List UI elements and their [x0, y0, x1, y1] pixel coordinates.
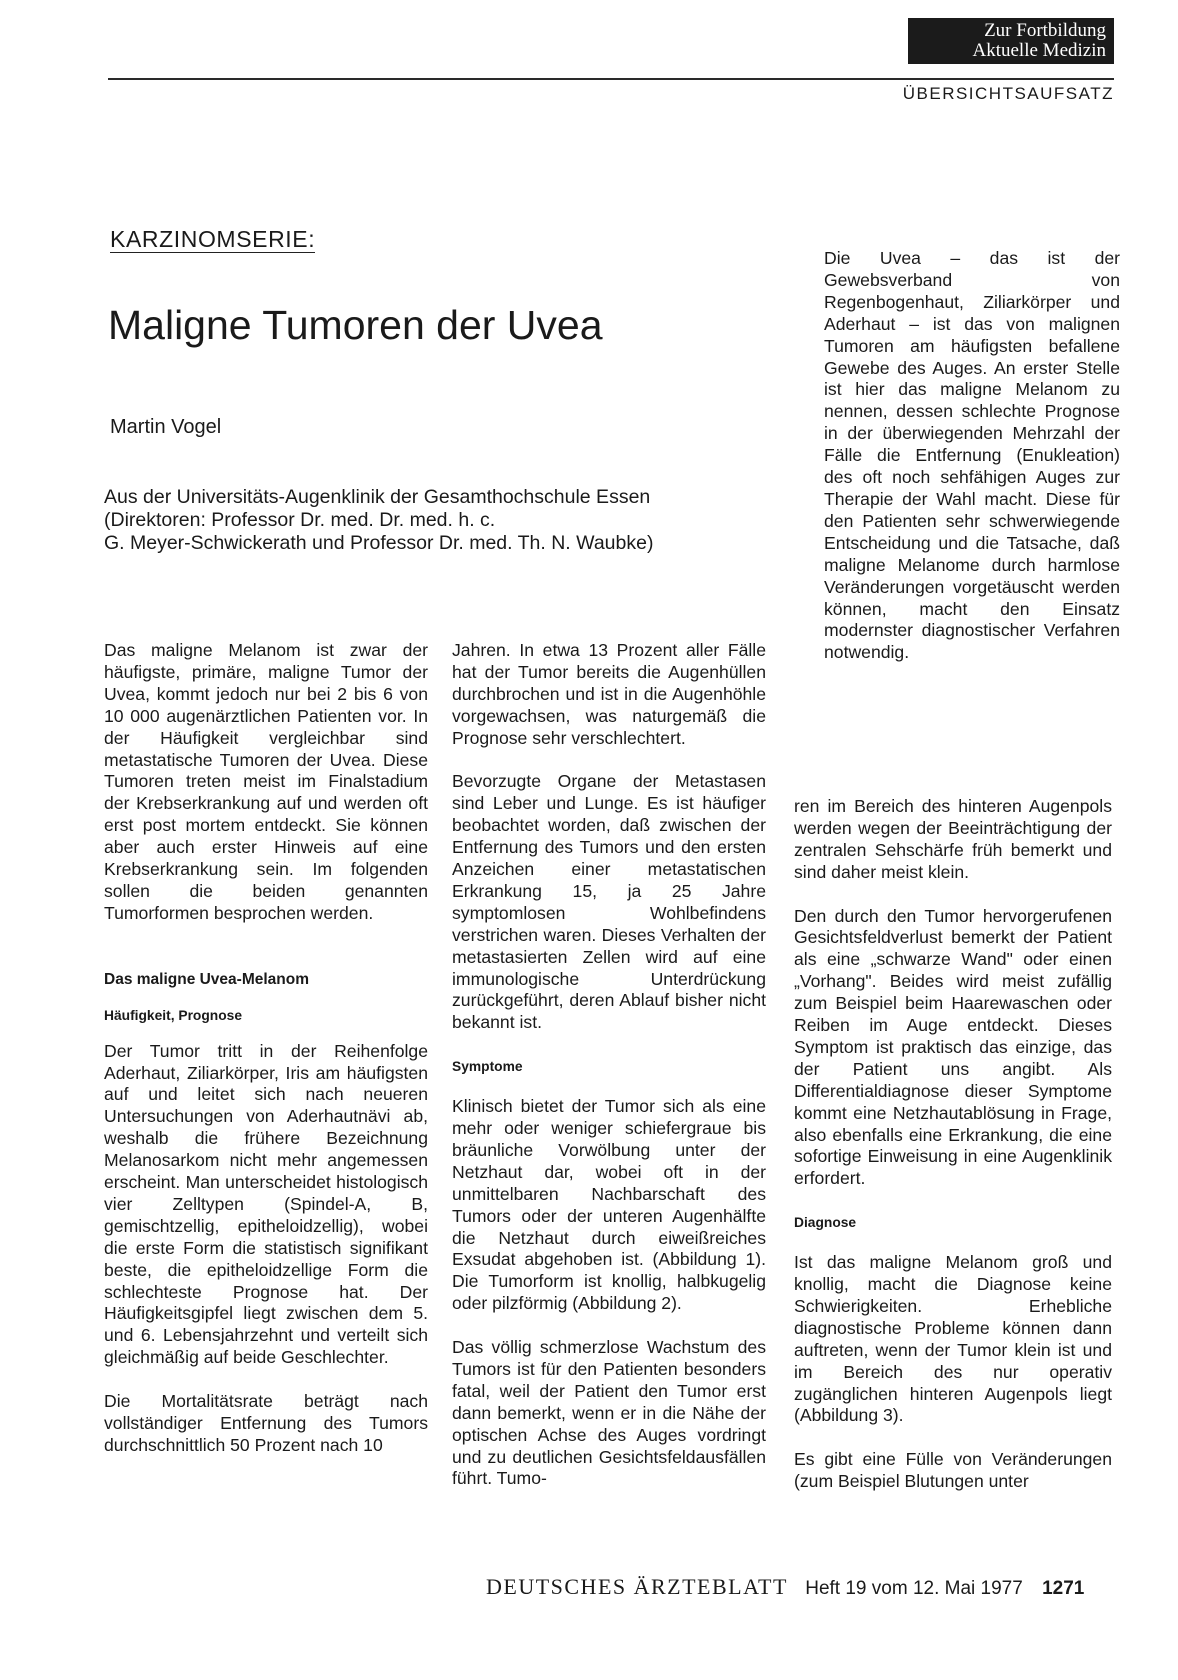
page-number: 1271	[1042, 1578, 1085, 1599]
body-paragraph: Ist das maligne Melanom groß und knollig, macht die Diagnose keine Schwierigkeiten. Erhebliche diagnostische Probleme können dann auftreten, wenn der Tumor klein ist und im Bereich des nur operativ zugänglichen hinteren Augenpols liegt (Abbildung 3).	[794, 1252, 1112, 1426]
body-paragraph: Es gibt eine Fülle von Veränderungen (zum Beispiel Blutungen unter	[794, 1449, 1112, 1492]
author-name: Martin Vogel	[110, 416, 222, 438]
section-heading-diagnose: Diagnose	[794, 1215, 857, 1231]
body-paragraph: Den durch den Tumor hervorgerufenen Gesichtsfeldverlust bemerkt der Patient als eine „schwarze Wand" oder einen „Vorhang". Beides wird meist zufällig zum Beispiel beim Haarewaschen oder Reiben im Auge entdeckt. Dieses Symptom ist praktisch das einzige, das der Patient uns angibt. Als Differentialdiagnose dieser Symptome kommt eine Netzhautablösung in Frage, also ebenfalls eine Erkrankung, die eine sofortige Einweisung in eine Augenklinik erfordert.	[794, 905, 1112, 1189]
issue-info: Heft 19 vom 12. Mai 1977	[805, 1578, 1023, 1599]
text-column-2	[452, 640, 766, 1512]
intro-paragraph: Das maligne Melanom ist zwar der häufigste, primäre, maligne Tumor der Uvea, kommt jedoch nur bei 2 bis 6 von 10 000 augenärztlichen Patienten vor. In der Häufigkeit vergleichbar sind metastatische Tumoren der Uvea. Diese Tumoren treten meist im Finalstadium der Krebserkrankung auf und werden oft erst post mortem entdeckt. Sie können aber auch erster Hinweis auf eine Krebserkrankung sein. Im folgenden sollen die beiden genannten Tumorformen besprochen werden.	[104, 640, 428, 923]
section-label: ÜBERSICHTSAUFSATZ	[902, 84, 1114, 103]
journal-name: DEUTSCHES ÄRZTEBLATT	[486, 1574, 788, 1599]
section-badge	[908, 18, 1114, 64]
body-paragraph: Bevorzugte Organe der Metastasen sind Leber und Lunge. Es ist häufiger beobachtet worden, daß zwischen der Entfernung des Tumors und den ersten Anzeichen einer metastatischen Erkrankung 15, ja 25 Jahre symptomlosen Wohlbefindens verstrichen waren. Dieses Verhalten der metastasierten Zellen wird auf eine immunologische Unterdrückung zurückgeführt, deren Ablauf bisher nicht bekannt ist.	[452, 771, 766, 1033]
text-column-3	[794, 796, 1112, 1515]
section-heading-symptome: Symptome	[452, 1059, 523, 1075]
badge-line-1: Zur Fortbildung	[984, 20, 1106, 41]
header-rule	[108, 78, 1114, 80]
body-paragraph: Der Tumor tritt in der Reihenfolge Aderhaut, Ziliarkörper, Iris am häufigsten auf und leitet sich nach neueren Untersuchungen von Aderhautnävi ab, weshalb die frühere Bezeichnung Melanosarkom nicht mehr angemessen erscheint. Man unterscheidet histologisch vier Zelltypen (Spindel-A, B, gemischtzellig, epitheloidzellig), wobei die erste Form die statistisch signifikant beste, die epitheloidzellige Form die schlechteste Prognose hat. Der Häufigkeitsgipfel liegt zwischen dem 5. und 6. Lebensjahrzehnt und verteilt sich gleichmäßig auf beide Geschlechter.	[104, 1040, 428, 1368]
subheading-haeufigkeit: Häufigkeit, Prognose	[104, 1007, 242, 1023]
body-paragraph: Das völlig schmerzlose Wachstum des Tumors ist für den Patienten besonders fatal, weil der Patient den Tumor erst dann bemerkt, wenn er in die Nähe der optischen Achse des Auges vordringt und zu deutlichen Gesichtsfeldausfällen führt. Tumo-	[452, 1337, 766, 1489]
affiliation-line-2: (Direktoren: Professor Dr. med. Dr. med. h. c.	[104, 509, 496, 531]
article-title: Maligne Tumoren der Uvea	[108, 302, 603, 348]
affiliation	[104, 486, 744, 555]
body-paragraph: ren im Bereich des hinteren Augenpols werden wegen der Beeinträchtigung der zentralen Sehschärfe früh bemerkt und sind daher meist klein.	[794, 796, 1112, 882]
abstract-text: Die Uvea – das ist der Gewebsverband von Regenbogenhaut, Ziliarkörper und Aderhaut – ist das von malignen Tumoren am häufigsten befallene Gewebe des Auges. An erster Stelle ist hier das maligne Melanom zu nennen, dessen schlechte Prognose in der überwiegenden Mehrzahl der Fälle die Entfernung (Enukleation) des oft noch sehfähigen Auges zur Therapie der Wahl macht. Diese für den Patienten sehr schwerwiegende Entscheidung und die Tatsache, daß maligne Melanome durch harmlose Veränderungen vorgetäuscht werden können, macht den Einsatz modernster diagnostischer Verfahren notwendig.	[824, 248, 1120, 663]
body-paragraph: Jahren. In etwa 13 Prozent aller Fälle hat der Tumor bereits die Augenhüllen durchbrochen und ist in die Augenhöhle vorgewachsen, was naturgemäß die Prognose sehr verschlechtert.	[452, 640, 766, 748]
body-paragraph: Die Mortalitätsrate beträgt nach vollständiger Entfernung des Tumors durchschnittlich 50 Prozent nach 10	[104, 1391, 428, 1455]
page-footer	[486, 1574, 1084, 1600]
abstract-column	[824, 248, 1120, 686]
body-paragraph: Klinisch bietet der Tumor sich als eine mehr oder weniger schiefergraue bis bräunliche Vorwölbung unter der Netzhaut dar, wobei oft in der unmittelbaren Nachbarschaft des Tumors oder der unteren Augenhälfte die Netzhaut durch eiweißreiches Exsudat abgehoben ist. (Abbildung 1). Die Tumorform ist knollig, halbkugelig oder pilzförmig (Abbildung 2).	[452, 1096, 766, 1314]
affiliation-line-1: Aus der Universitäts-Augenklinik der Gesamthochschule Essen	[104, 486, 651, 508]
series-label: KARZINOMSERIE:	[110, 226, 316, 252]
section-heading-melanom: Das maligne Uvea-Melanom	[104, 970, 310, 988]
text-column-1	[104, 640, 428, 1479]
affiliation-line-3: G. Meyer-Schwickerath und Professor Dr. med. Th. N. Waubke)	[104, 532, 654, 554]
badge-line-2: Aktuelle Medizin	[972, 40, 1106, 61]
